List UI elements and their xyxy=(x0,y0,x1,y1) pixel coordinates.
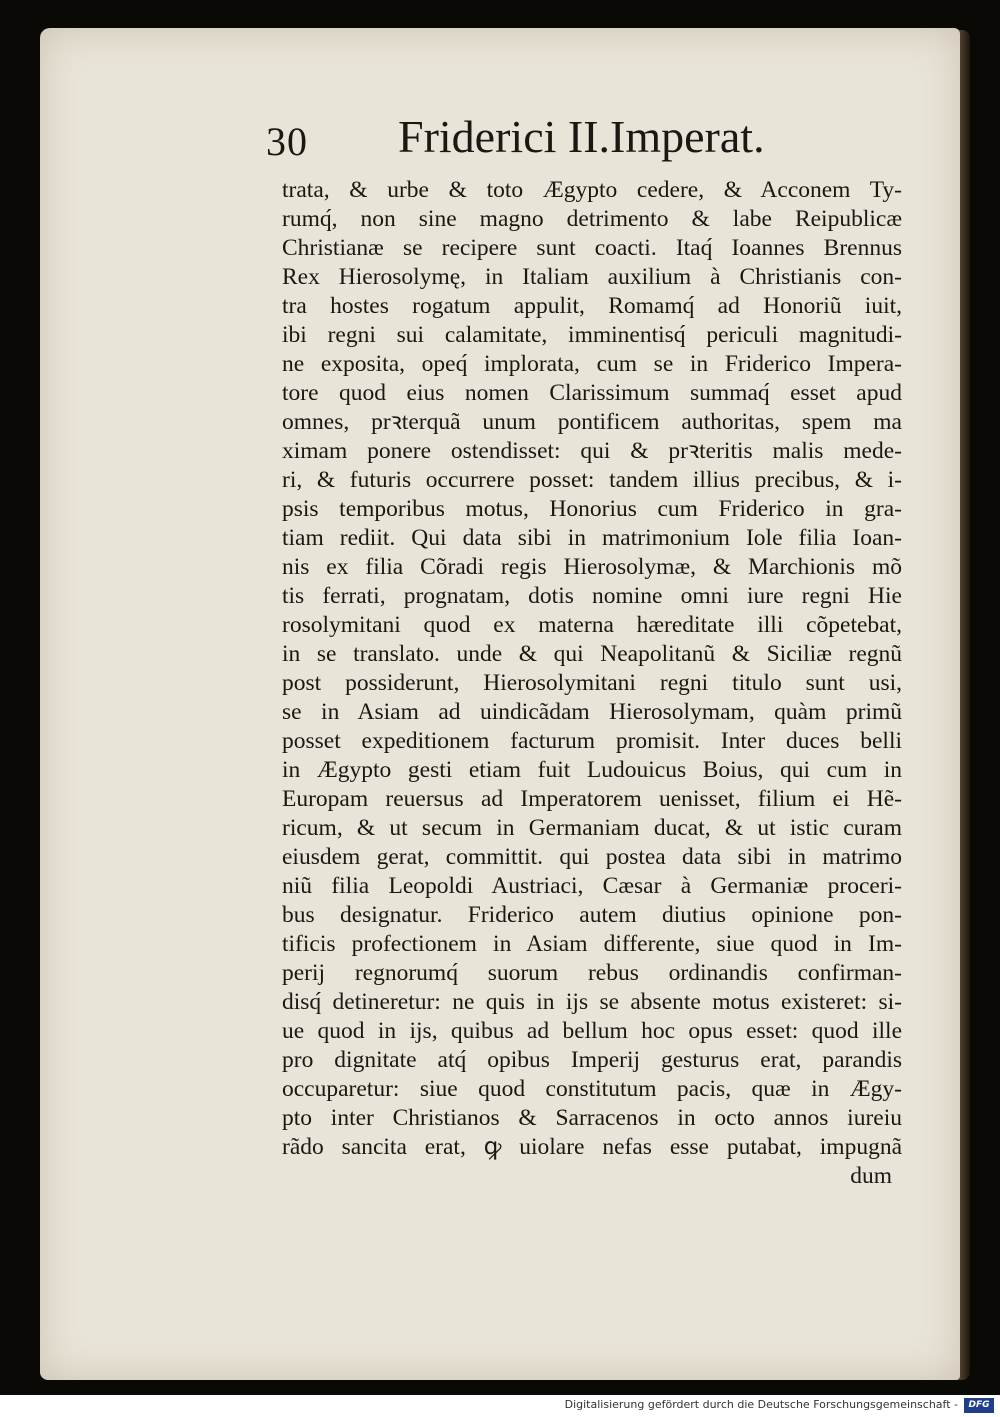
digitization-credit: Digitalisierung gefördert durch die Deutsche Forschungsgemeinschaft - xyxy=(564,1398,958,1411)
catchword: dum xyxy=(850,1163,892,1189)
text-line: in Ægypto gesti etiam fuit Ludouicus Boius, qui cum in xyxy=(282,757,902,783)
text-line: ricum, & ut secum in Germaniam ducat, & ut istic curam xyxy=(282,815,902,841)
text-line: posset expeditionem facturum promisit. Inter duces belli xyxy=(282,728,902,754)
text-line: ue quod in ijs, quibus ad bellum hoc opus esset: quod ille xyxy=(282,1018,902,1044)
text-line: tis ferrati, prognatam, dotis nomine omni iure regni Hie xyxy=(282,583,902,609)
text-line: bus designatur. Friderico autem diutius opinione pon- xyxy=(282,902,902,928)
text-line: omnes, prꝛterquã unum pontificem authoritas, spem ma xyxy=(282,409,902,435)
text-line: nis ex filia Cõradi regis Hierosolymæ, & Marchionis mõ xyxy=(282,554,902,580)
text-line: perij regnorumq́ suorum rebus ordinandis confirman- xyxy=(282,960,902,986)
text-line: ibi regni sui calamitate, imminentisq́ periculi magnitudi- xyxy=(282,322,902,348)
text-line: Rex Hierosolymę, in Italiam auxilium à Christianis con- xyxy=(282,264,902,290)
page-header xyxy=(258,110,818,170)
text-line: ne exposita, opeq́ implorata, cum se in Friderico Impera- xyxy=(282,351,902,377)
text-line: trata, & urbe & toto Ægypto cedere, & Acconem Ty- xyxy=(282,177,902,203)
text-line: eiusdem gerat, committit. qui postea data sibi in matrimo xyxy=(282,844,902,870)
text-line: rãdo sancita erat, ꝙ uiolare nefas esse putabat, impugnã xyxy=(282,1134,902,1160)
text-line: psis temporibus motus, Honorius cum Friderico in gra- xyxy=(282,496,902,522)
text-line: rosolymitani quod ex materna hæreditate illi cõpetebat, xyxy=(282,612,902,638)
text-line: pro dignitate atq́ opibus Imperij gesturus erat, parandis xyxy=(282,1047,902,1073)
text-line: in se translato. unde & qui Neapolitanũ & Siciliæ regnũ xyxy=(282,641,902,667)
page-number: 30 xyxy=(266,119,308,164)
body-text xyxy=(282,176,902,1191)
text-line: disq́ detineretur: ne quis in ijs se absente motus existeret: si- xyxy=(282,989,902,1015)
text-line: rumq́, non sine magno detrimento & labe Reipublicæ xyxy=(282,206,902,232)
running-head: Friderici II.Imperat. xyxy=(398,111,765,162)
text-line: tore quod eius nomen Clarissimum summaq́ esset apud xyxy=(282,380,902,406)
text-line: se in Asiam ad uindicãdam Hierosolymam, quàm primũ xyxy=(282,699,902,725)
footer-bar xyxy=(0,1395,1000,1417)
text-line: post possiderunt, Hierosolymitani regni titulo sunt usi, xyxy=(282,670,902,696)
text-line: occuparetur: siue quod constitutum pacis, quæ in Ægy- xyxy=(282,1076,902,1102)
text-line: niũ filia Leopoldi Austriaci, Cæsar à Germaniæ proceri- xyxy=(282,873,902,899)
text-line: ximam ponere ostendisset: qui & prꝛteritis malis mede- xyxy=(282,438,902,464)
text-line: pto inter Christianos & Sarracenos in octo annos iureiu xyxy=(282,1105,902,1131)
text-line: tificis profectionem in Asiam differente, siue quod in Im- xyxy=(282,931,902,957)
text-line: tra hostes rogatum appulit, Romamq́ ad Honoriũ iuit, xyxy=(282,293,902,319)
dfg-logo-icon: DFG xyxy=(964,1398,994,1413)
text-line: tiam rediit. Qui data sibi in matrimonium Iole filia Ioan- xyxy=(282,525,902,551)
text-line: Christianæ se recipere sunt coacti. Itaq́ Ioannes Brennus xyxy=(282,235,902,261)
text-line: Europam reuersus ad Imperatorem uenisset, filium ei Hẽ- xyxy=(282,786,902,812)
text-line: ri, & futuris occurrere posset: tandem illius precibus, & i- xyxy=(282,467,902,493)
